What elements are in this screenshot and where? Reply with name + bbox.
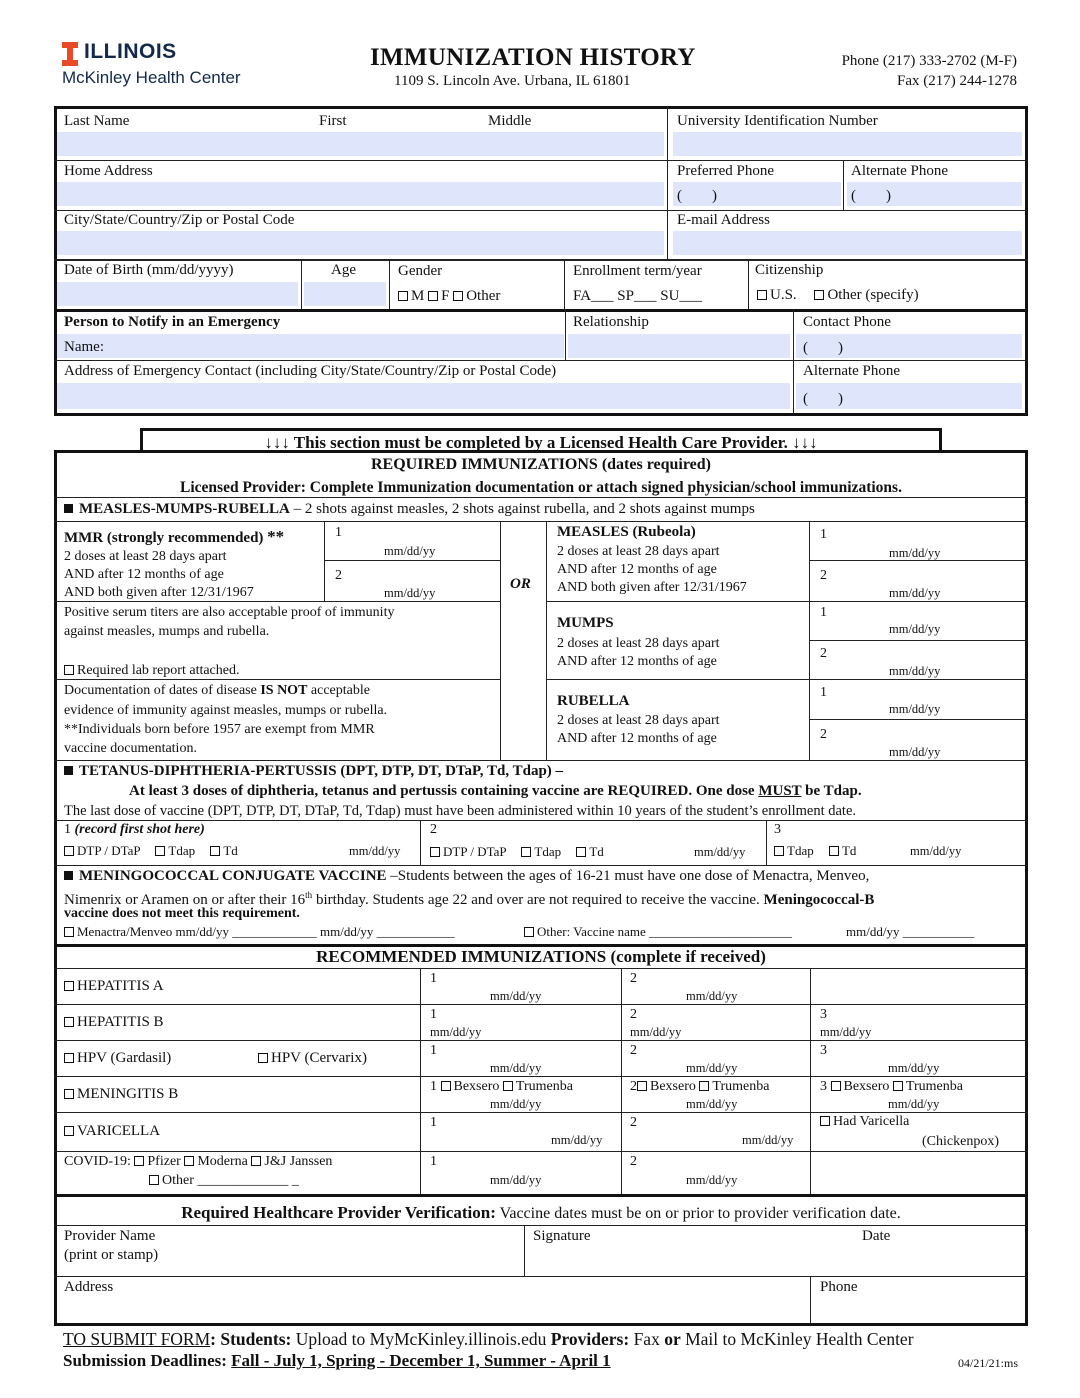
- men-other: Other: Vaccine name ______________________: [524, 924, 792, 939]
- moderna-checkbox[interactable]: [184, 1156, 194, 1166]
- menb2-bexsero-checkbox[interactable]: [637, 1081, 647, 1091]
- tdp2-dtp-checkbox[interactable]: [430, 847, 440, 857]
- alternate-phone-paren: ( ): [851, 188, 891, 204]
- covid-2-date[interactable]: mm/dd/yy: [686, 1173, 738, 1187]
- varicella-2-date[interactable]: mm/dd/yy: [742, 1133, 794, 1147]
- hpv-label: HPV (Gardasil): [64, 1050, 171, 1067]
- mmr-dose-2-date[interactable]: mm/dd/yy: [384, 586, 436, 600]
- doc-line-1: Documentation of dates of disease IS NOT acceptable: [64, 683, 370, 698]
- gender-label: Gender: [398, 263, 443, 279]
- tdp3-tdap-checkbox[interactable]: [774, 846, 784, 856]
- date-label: Date: [862, 1228, 891, 1244]
- tdp-dose-2-options: DTP / DTaP Tdap Td: [430, 844, 604, 859]
- tdp1-dtp-checkbox[interactable]: [64, 846, 74, 856]
- menb3-trumenba-checkbox[interactable]: [893, 1081, 903, 1091]
- menb-checkbox[interactable]: [64, 1089, 74, 1099]
- uin-label: University Identification Number: [677, 113, 878, 129]
- menb-2-date[interactable]: mm/dd/yy: [686, 1097, 738, 1111]
- preferred-phone-paren: ( ): [677, 188, 717, 204]
- pfizer-checkbox[interactable]: [134, 1156, 144, 1166]
- clinic-fax: Fax (217) 244-1278: [897, 73, 1017, 89]
- menb-label: MENINGITIS B: [64, 1086, 178, 1103]
- hpv-1-num: 1: [430, 1043, 437, 1058]
- tdp2-tdap-checkbox[interactable]: [521, 847, 531, 857]
- mmr-line-2: AND after 12 months of age: [64, 567, 224, 582]
- cit-us-checkbox[interactable]: [757, 290, 767, 300]
- doc-line-2: evidence of immunity against measles, mumps or rubella.: [64, 703, 388, 718]
- measles-title: MEASLES (Rubeola): [557, 524, 696, 540]
- rubella-dose-1-num: 1: [820, 685, 827, 700]
- titer-line-1: Positive serum titers are also acceptable proof of immunity: [64, 605, 395, 620]
- measles-dose-2-date[interactable]: mm/dd/yy: [889, 586, 941, 600]
- verification-section: [54, 1194, 1028, 1326]
- mmr-line-1: 2 doses at least 28 days apart: [64, 549, 227, 564]
- menb-1-date[interactable]: mm/dd/yy: [490, 1097, 542, 1111]
- hepb-1-date[interactable]: mm/dd/yy: [430, 1025, 482, 1039]
- had-varicella-checkbox[interactable]: [820, 1116, 830, 1126]
- cit-other-checkbox[interactable]: [814, 290, 824, 300]
- covid-other: Other _____________ _: [149, 1173, 299, 1189]
- rubella-dose-2-date[interactable]: mm/dd/yy: [889, 745, 941, 759]
- provider-address-label: Address: [64, 1279, 114, 1295]
- gender-other-checkbox[interactable]: [453, 291, 463, 301]
- covid-1-date[interactable]: mm/dd/yy: [490, 1173, 542, 1187]
- logo: [62, 40, 262, 90]
- gender-f-checkbox[interactable]: [428, 291, 438, 301]
- covid-2-num: 2: [630, 1154, 637, 1169]
- illinois-block-i-icon: [62, 42, 78, 66]
- citizenship-options: U.S. Other (specify): [757, 287, 919, 304]
- men-other-date[interactable]: mm/dd/yy ___________: [846, 924, 975, 939]
- required-section: [54, 450, 1028, 947]
- mumps-line-1: 2 doses at least 28 days apart: [557, 636, 720, 651]
- menactra-checkbox[interactable]: [64, 927, 74, 937]
- provider-name-label: Provider Name: [64, 1228, 156, 1244]
- mumps-dose-1-num: 1: [820, 605, 827, 620]
- required-title: REQUIRED IMMUNIZATIONS (dates required): [370, 456, 711, 473]
- provider-tab-text: ↓↓↓ This section must be completed by a Licensed Health Care Provider. ↓↓↓: [264, 433, 818, 452]
- covid-1-num: 1: [430, 1154, 437, 1169]
- mmr-line-3: AND both given after 12/31/1967: [64, 585, 254, 600]
- provider-phone-label: Phone: [820, 1279, 858, 1295]
- recommended-section: [54, 944, 1028, 1197]
- tdp-dose-1-label: 1 (record first shot here): [64, 822, 205, 837]
- tdp1-tdap-checkbox[interactable]: [155, 846, 165, 856]
- menb1-bexsero-checkbox[interactable]: [441, 1081, 451, 1091]
- had-varicella: Had Varicella: [820, 1114, 909, 1130]
- rubella-dose-1-date[interactable]: mm/dd/yy: [889, 702, 941, 716]
- clinic-address: 1109 S. Lincoln Ave. Urbana, IL 61801: [394, 73, 631, 89]
- middle-name-label: Middle: [488, 113, 532, 129]
- tdp2-td-checkbox[interactable]: [576, 847, 586, 857]
- men-line-3: vaccine does not meet this requirement.: [64, 906, 300, 921]
- titer-line-2: against measles, mumps and rubella.: [64, 624, 270, 639]
- center-name: McKinley Health Center: [62, 68, 241, 87]
- hpv-2-num: 2: [630, 1043, 637, 1058]
- tdp-dose-3-date[interactable]: mm/dd/yy: [910, 844, 962, 858]
- menb1-trumenba-checkbox[interactable]: [503, 1081, 513, 1091]
- varicella-checkbox[interactable]: [64, 1126, 74, 1136]
- rubella-dose-2-num: 2: [820, 727, 827, 742]
- contact-phone-paren: ( ): [803, 340, 843, 356]
- hepb-checkbox[interactable]: [64, 1017, 74, 1027]
- hpv-1-date[interactable]: mm/dd/yy: [490, 1061, 542, 1075]
- citizenship-label: Citizenship: [755, 262, 824, 278]
- signature-label: Signature: [533, 1228, 591, 1244]
- dob-label: Date of Birth (mm/dd/yyyy): [64, 262, 234, 278]
- men-line-1: MENINGOCOCCAL CONJUGATE VACCINE –Students between the ages of 16-21 must have one dose of Menactra, Menveo,: [64, 868, 869, 885]
- email-label: E-mail Address: [677, 212, 770, 228]
- form-code: 04/21/21:ms: [957, 1356, 1018, 1370]
- men-line-2: Nimenrix or Aramen on or after their 16th birthday. Students age 22 and over are not required to receive the vaccine. Meningococcal-B: [64, 890, 875, 908]
- city-label: City/State/Country/Zip or Postal Code: [64, 212, 295, 228]
- patient-info-section: [54, 106, 1028, 416]
- hepa-2-num: 2: [630, 971, 637, 986]
- relationship-label: Relationship: [573, 314, 649, 330]
- hpv-2-date[interactable]: mm/dd/yy: [686, 1061, 738, 1075]
- tdp-dose-2-num: 2: [430, 822, 437, 837]
- hpv-cervarix-label: HPV (Cervarix): [258, 1050, 367, 1067]
- menb-2-options: 2 Bexsero Trumenba: [630, 1079, 770, 1094]
- tdp-header: TETANUS-DIPHTHERIA-PERTUSSIS (DPT, DTP, DT, DTaP, Td, Tdap) –: [64, 763, 563, 780]
- gender-options: M F Other: [398, 288, 500, 305]
- hpv-3-num: 3: [820, 1043, 827, 1058]
- varicella-2-num: 2: [630, 1115, 637, 1130]
- mumps-dose-1-date[interactable]: mm/dd/yy: [889, 622, 941, 636]
- preferred-phone-label: Preferred Phone: [677, 163, 775, 179]
- covid-other-checkbox[interactable]: [149, 1175, 159, 1185]
- tdp-dose-1-options: DTP / DTaP Tdap Td: [64, 843, 238, 858]
- hepb-2-num: 2: [630, 1007, 637, 1022]
- tdp-dose-3-num: 3: [774, 822, 781, 837]
- page-title: IMMUNIZATION HISTORY: [370, 44, 696, 71]
- mumps-title: MUMPS: [557, 615, 614, 631]
- mumps-line-2: AND after 12 months of age: [557, 654, 717, 669]
- lab-report-checkbox[interactable]: [64, 665, 74, 675]
- hepb-3-date[interactable]: mm/dd/yy: [820, 1025, 872, 1039]
- rubella-title: RUBELLA: [557, 693, 630, 709]
- emergency-alt-phone-label: Alternate Phone: [803, 363, 901, 379]
- or-label: OR: [510, 576, 531, 592]
- tdp-line-2: The last dose of vaccine (DPT, DTP, DT, DTaP, Td, Tdap) must have been administered within 10 years of the student’s enrollment date.: [64, 803, 857, 819]
- rubella-line-1: 2 doses at least 28 days apart: [557, 713, 720, 728]
- measles-dose-2-num: 2: [820, 568, 827, 583]
- measles-line-3: AND both given after 12/31/1967: [557, 580, 747, 595]
- contact-phone-label: Contact Phone: [803, 314, 891, 330]
- first-name-label: First: [319, 113, 347, 129]
- doc-line-3: **Individuals born before 1957 are exempt from MMR: [64, 722, 375, 737]
- rubella-line-2: AND after 12 months of age: [557, 731, 717, 746]
- menb3-bexsero-checkbox[interactable]: [831, 1081, 841, 1091]
- menb-3-date[interactable]: mm/dd/yy: [888, 1097, 940, 1111]
- mumps-dose-2-date[interactable]: mm/dd/yy: [889, 664, 941, 678]
- hepb-1-num: 1: [430, 1007, 437, 1022]
- varicella-1-date[interactable]: mm/dd/yy: [551, 1133, 603, 1147]
- menb-1-options: 1 Bexsero Trumenba: [430, 1079, 573, 1094]
- verification-title: Required Healthcare Provider Verification: Vaccine dates must be on or prior to provider verification date.: [181, 1203, 901, 1222]
- hepa-1-date[interactable]: mm/dd/yy: [490, 989, 542, 1003]
- men-options: Menactra/Menveo mm/dd/yy _____________ mm/dd/yy ____________: [64, 924, 455, 939]
- men-other-checkbox[interactable]: [524, 927, 534, 937]
- tdp-dose-3-options: Tdap Td: [774, 843, 856, 858]
- hpv-gardasil-checkbox[interactable]: [64, 1053, 74, 1063]
- measles-dose-1-num: 1: [820, 527, 827, 542]
- emergency-alt-phone-paren: ( ): [803, 391, 843, 407]
- emergency-address-label: Address of Emergency Contact (including City/State/Country/Zip or Postal Code): [64, 363, 557, 379]
- mmr-dose-2-num: 2: [335, 568, 342, 583]
- tdp-dose-1-date[interactable]: mm/dd/yy: [349, 844, 401, 858]
- hpv-3-date[interactable]: mm/dd/yy: [888, 1061, 940, 1075]
- brand-name: ILLINOIS: [84, 40, 177, 63]
- mumps-dose-2-num: 2: [820, 646, 827, 661]
- chickenpox-label: (Chickenpox): [922, 1134, 999, 1149]
- age-label: Age: [331, 262, 356, 278]
- tdp-line-1: At least 3 doses of diphtheria, tetanus and pertussis containing vaccine are REQUIRED. One dose MUST be Tdap.: [129, 783, 862, 799]
- alternate-phone-label: Alternate Phone: [851, 163, 949, 179]
- deadlines: Submission Deadlines: Fall - July 1, Spring - December 1, Summer - April 1: [63, 1351, 611, 1370]
- measles-line-2: AND after 12 months of age: [557, 562, 717, 577]
- recommended-title: RECOMMENDED IMMUNIZATIONS (complete if received): [316, 947, 766, 966]
- emergency-name-label: Name:: [64, 339, 104, 355]
- enrollment-options[interactable]: FA___ SP___ SU___: [573, 288, 702, 304]
- hepb-3-num: 3: [820, 1007, 827, 1022]
- mmr-header: MEASLES-MUMPS-RUBELLA – 2 shots against measles, 2 shots against rubella, and 2 shots against mumps: [64, 501, 755, 518]
- last-name-label: Last Name: [64, 113, 130, 129]
- submit-instructions: TO SUBMIT FORM: Students: Upload to MyMcKinley.illinois.edu Providers: Fax or Mail to McKinley Health Center: [63, 1329, 914, 1349]
- menb-3-options: 3 Bexsero Trumenba: [820, 1079, 963, 1094]
- hepb-label: HEPATITIS B: [64, 1014, 164, 1031]
- hepa-2-date[interactable]: mm/dd/yy: [686, 989, 738, 1003]
- gender-m-checkbox[interactable]: [398, 291, 408, 301]
- jj-checkbox[interactable]: [251, 1156, 261, 1166]
- measles-line-1: 2 doses at least 28 days apart: [557, 544, 720, 559]
- tdp3-td-checkbox[interactable]: [829, 846, 839, 856]
- lab-report: Required lab report attached.: [64, 663, 239, 679]
- menb2-trumenba-checkbox[interactable]: [699, 1081, 709, 1091]
- hepb-2-date[interactable]: mm/dd/yy: [630, 1025, 682, 1039]
- hepa-label: HEPATITIS A: [64, 978, 164, 995]
- doc-line-4: vaccine documentation.: [64, 741, 197, 756]
- measles-dose-1-date[interactable]: mm/dd/yy: [889, 546, 941, 560]
- enrollment-label: Enrollment term/year: [573, 263, 702, 279]
- mmr-title: MMR (strongly recommended) **: [64, 527, 285, 546]
- clinic-phone: Phone (217) 333-2702 (M-F): [841, 53, 1017, 69]
- hepa-checkbox[interactable]: [64, 981, 74, 991]
- varicella-1-num: 1: [430, 1115, 437, 1130]
- hepa-1-num: 1: [430, 971, 437, 986]
- provider-print-label: (print or stamp): [64, 1247, 159, 1263]
- tdp-dose-2-date[interactable]: mm/dd/yy: [694, 845, 746, 859]
- home-address-label: Home Address: [64, 163, 153, 179]
- required-subtitle: Licensed Provider: Complete Immunization documentation or attach signed physician/school immunizations.: [180, 479, 902, 496]
- varicella-label: VARICELLA: [64, 1123, 160, 1140]
- covid-options: COVID-19: Pfizer Moderna J&J Janssen: [64, 1154, 333, 1169]
- mmr-dose-1-date[interactable]: mm/dd/yy: [384, 544, 436, 558]
- tdp1-td-checkbox[interactable]: [210, 846, 220, 856]
- emergency-label: Person to Notify in an Emergency: [64, 314, 281, 330]
- mmr-dose-1-num: 1: [335, 525, 342, 540]
- hpv-cervarix-checkbox[interactable]: [258, 1053, 268, 1063]
